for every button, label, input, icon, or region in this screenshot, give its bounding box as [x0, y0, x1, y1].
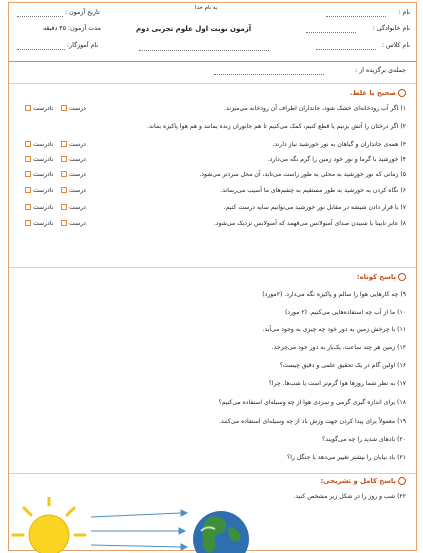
short-question: ۱۸) برای اندازه گیری گرمی و سردی هوا از چه وسیله‌ای استفاده می‌کنیم؟	[218, 399, 406, 406]
section-divider-3	[9, 473, 416, 474]
false-label: نادرست	[33, 220, 54, 227]
tf-options	[23, 156, 86, 163]
exam-subtitle-field	[139, 50, 269, 51]
checkbox-icon[interactable]	[61, 187, 67, 193]
checkbox-icon[interactable]	[25, 105, 31, 111]
true-label: درست	[69, 141, 86, 148]
true-label: درست	[69, 187, 86, 194]
short-question: ۱۹) معمولاً برای پیدا کردن جهت وزش باد از چه وسیله‌ای استفاده می‌کنند.	[219, 418, 406, 425]
checkbox-icon[interactable]	[61, 141, 67, 147]
checkbox-icon[interactable]	[61, 105, 67, 111]
checkbox-icon[interactable]	[61, 220, 67, 226]
exam-sheet	[8, 2, 417, 551]
checkbox-icon[interactable]	[25, 220, 31, 226]
section-divider-1	[9, 83, 416, 84]
short-question: ۱۷) به نظر شما روزها هوا گرم‌تر است یا شب‌ها. چرا؟	[268, 380, 406, 387]
earth-icon	[193, 511, 249, 553]
sun-earth-figure	[11, 497, 251, 553]
tf-options	[23, 171, 86, 178]
class-field[interactable]	[316, 49, 376, 50]
tf-options	[23, 105, 86, 112]
short-question: ۹) چه کارهایی هوا را سالم و پاکیزه نگه می‌دارد. (۲مورد)	[262, 291, 406, 298]
exam-title: آزمون نوبت اول علوم تجربی دوم	[136, 25, 252, 33]
short-question: ۱۰) ما از آب چه استفاده‌هایی می‌کنیم. (۲ مورد)	[285, 309, 406, 316]
tf-question: ۵) زمانی که نور خورشید به محلی به طور راست می‌تابد، آن محل سرد‌تر می‌شود.	[199, 171, 406, 178]
checkbox-icon[interactable]	[25, 187, 31, 193]
exam-header	[9, 3, 416, 61]
tf-options	[23, 141, 86, 148]
header-divider	[9, 61, 416, 62]
false-label: نادرست	[33, 171, 54, 178]
true-label: درست	[69, 156, 86, 163]
false-label: نادرست	[33, 204, 54, 211]
family-field[interactable]	[306, 32, 356, 33]
exam-date-label: تاریخ آزمون :	[65, 9, 100, 16]
checkbox-icon[interactable]	[25, 141, 31, 147]
tf-options	[23, 204, 86, 211]
tf-options	[23, 187, 86, 194]
tf-section-title: صحیح یا غلط.	[350, 89, 406, 97]
selected-sentence-label: جمله‌ی برگزیده از :	[355, 67, 406, 74]
checkbox-icon[interactable]	[25, 156, 31, 162]
exam-date-field[interactable]	[17, 16, 63, 17]
checkbox-icon[interactable]	[25, 204, 31, 210]
circle-mark-icon	[398, 89, 406, 97]
top-title: به نام خدا	[195, 5, 218, 11]
checkbox-icon[interactable]	[61, 171, 67, 177]
short-question: ۲۱) باد بیابان را بیشتر تغییر می‌دهد یا جنگل را؟	[286, 454, 406, 461]
short-question: ۱۱) با چرخش زمین به دور خود چه چیزی به وجود می‌آید.	[262, 326, 406, 333]
tf-question: ۳) همه‌ی جانداران و گیاهان به نور خورشید نیاز دارند.	[272, 141, 406, 148]
false-label: نادرست	[33, 187, 54, 194]
tf-question: ۸) عابر نابینا با شنیدن صدای آمبولانس می‌فهمد که آمبولانس نزدیک می‌شود.	[213, 220, 406, 227]
sun-icon	[13, 497, 85, 553]
section-divider-2	[9, 267, 416, 268]
tf-options	[23, 220, 86, 227]
name-label: نام :	[398, 9, 410, 16]
class-label: نام کلاس :	[381, 42, 410, 49]
true-label: درست	[69, 105, 86, 112]
short-question: ۱۶) اولین گام در یک تحقیق علمی و دقیق چیست؟	[279, 362, 406, 369]
short-question: ۱۲) زمین هر چند ساعت، یک‌بار به دور خود می‌چرخد.	[271, 344, 406, 351]
question-22: ۲۲) شب و روز را در شکل زیر مشخص کنید.	[293, 493, 406, 500]
checkbox-icon[interactable]	[61, 156, 67, 162]
arrow-icon	[91, 510, 187, 550]
teacher-label: نام آموزگار:	[67, 42, 99, 49]
true-label: درست	[69, 220, 86, 227]
duration-label: مدت آزمون: ۴۵ دقیقه	[43, 25, 101, 32]
short-question: ۲۰) بادهای شدید را چه می‌گویند؟	[322, 436, 406, 443]
false-label: نادرست	[33, 105, 54, 112]
circle-mark-icon	[398, 273, 406, 281]
circle-mark-icon	[398, 477, 406, 485]
checkbox-icon[interactable]	[61, 204, 67, 210]
false-label: نادرست	[33, 141, 54, 148]
teacher-field[interactable]	[17, 49, 65, 50]
selected-sentence-field[interactable]	[214, 74, 324, 75]
tf-question: ۶) نگاه کردن به خورشید به طور مستقیم به چشم‌های ما آسیب می‌رساند.	[220, 187, 406, 194]
tf-question: ۱) اگر آب رودخانه‌ای خشک شود، جانداران اطراف آن رودخانه می‌میرند.	[224, 105, 406, 112]
tf-question: ۷) با قرار دادن شیشه در مقابل نور خورشید می‌توانیم سایه درست کنیم.	[223, 204, 406, 211]
tf-question: ۲) اگر درختان را آتش بزنیم یا قطع کنیم، کمک می‌کنیم تا هم جانوران زنده بمانند و هم هوا پاکیزه بماند.	[147, 123, 406, 130]
false-label: نادرست	[33, 156, 54, 163]
short-section-title: پاسخ کوتاه:	[357, 273, 406, 281]
true-label: درست	[69, 171, 86, 178]
family-label: نام خانوادگی :	[372, 25, 410, 32]
name-field[interactable]	[326, 16, 386, 17]
true-label: درست	[69, 204, 86, 211]
full-section-title: پاسخ کامل و تشریحی:	[320, 477, 406, 485]
checkbox-icon[interactable]	[25, 171, 31, 177]
tf-question: ۴) خورشید با گرما و نور خود زمین را گرم نگه می‌دارد.	[267, 156, 406, 163]
